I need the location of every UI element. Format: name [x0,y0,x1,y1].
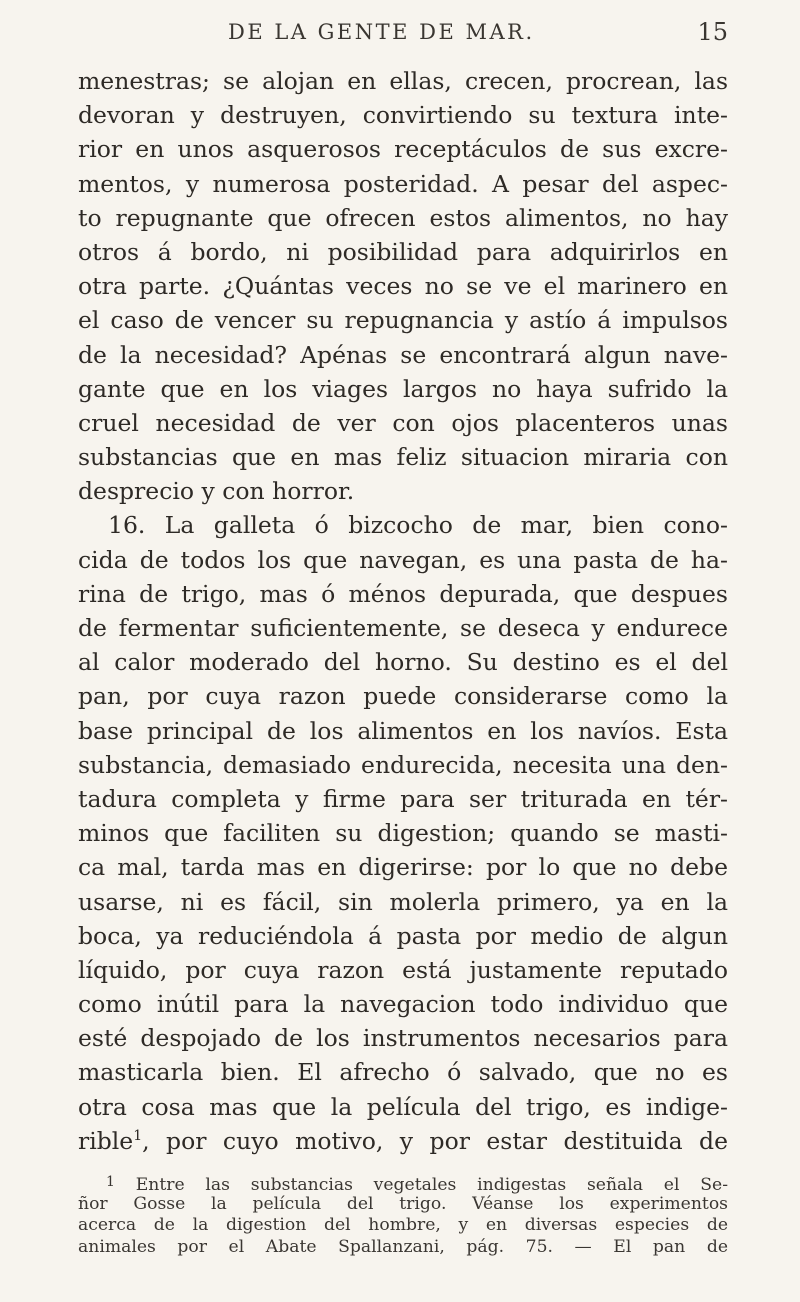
footnote-line: animales por el Abate Spallanzani, pág. 75. — El pan de [78,1236,728,1257]
text-line-with-footnote-ref [78,1124,728,1158]
text-line: cruel necesidad de ver con ojos placenteros unas [78,408,728,437]
text-line: el caso de vencer su repugnancia y astío á impulsos [78,306,728,335]
text-line: otros á bordo, ni posibilidad para adquirirlos en [78,237,728,266]
text-line: usarse, ni es fácil, sin molerla primero, ya en la [78,887,728,916]
body-text [78,64,728,1158]
footnote-text: Entre las substancias vegetales indigestas señala el Se- [135,1175,728,1195]
text-line: menestras; se alojan en ellas, crecen, procrean, las [78,67,728,95]
paragraph-end-line: desprecio y con horror. [78,477,355,506]
footnote-line [78,1172,728,1194]
text-line: líquido, por cuya razon está justamente reputado [78,955,728,984]
text-line: to repugnante que ofrecen estos alimentos, no hay [78,203,728,232]
text-line: mentos, y numerosa posteridad. A pesar del aspec- [78,169,728,198]
footnote-marker: 1 [106,1174,115,1190]
text-line: minos que faciliten su digestion; quando se masti- [78,819,728,848]
text-line: esté despojado de los instrumentos necesarios para [78,1024,728,1053]
text-line: substancia, demasiado endurecida, necesita una den- [78,750,728,779]
footnote-block [78,1172,728,1258]
text-line: gante que en los viages largos no haya sufrido la [78,374,728,403]
paragraph-16-start: 16. La galleta ó bizcocho de mar, bien cono- [108,511,728,540]
text-line: de la necesidad? Apénas se encontrará algun nave- [78,340,728,369]
page-number: 15 [697,18,728,46]
running-title: DE LA GENTE DE MAR. [228,20,535,44]
text-fragment: rible [78,1126,134,1155]
text-line: devoran y destruyen, convirtiendo su textura inte- [78,101,728,130]
text-line: otra cosa mas que la película del trigo, es indige- [78,1092,728,1121]
text-line: base principal de los alimentos en los navíos. Esta [78,716,728,745]
text-line: tadura completa y firme para ser triturada en tér- [78,784,728,813]
text-line: substancias que en mas feliz situacion miraria con [78,443,728,472]
text-line: masticarla bien. El afrecho ó salvado, que no es [78,1058,728,1087]
footnote-reference[interactable]: 1 [133,1127,143,1144]
text-line: pan, por cuya razon puede considerarse como la [78,682,728,711]
text-line: boca, ya reduciéndola á pasta por medio de algun [78,921,728,950]
footnote-line: ñor Gosse la película del trigo. Véanse los experimentos [78,1193,728,1214]
text-line: cida de todos los que navegan, es una pasta de ha- [78,545,728,574]
footnote-line: acerca de la digestion del hombre, y en diversas especies de [78,1215,728,1235]
text-line: rior en unos asquerosos receptáculos de sus excre- [78,135,728,164]
text-line: otra parte. ¿Quántas veces no se ve el marinero en [78,272,728,301]
text-fragment: , por cuyo motivo, y por estar destituida de [142,1126,728,1155]
text-line: de fermentar suficientemente, se deseca y endurece [78,614,728,642]
text-line: al calor moderado del horno. Su destino es el del [78,648,728,677]
text-line: como inútil para la navegacion todo individuo que [78,990,728,1019]
text-line: rina de trigo, mas ó ménos depurada, que despues [78,579,728,608]
running-head [78,20,728,50]
text-line: ca mal, tarda mas en digerirse: por lo que no debe [78,853,728,882]
